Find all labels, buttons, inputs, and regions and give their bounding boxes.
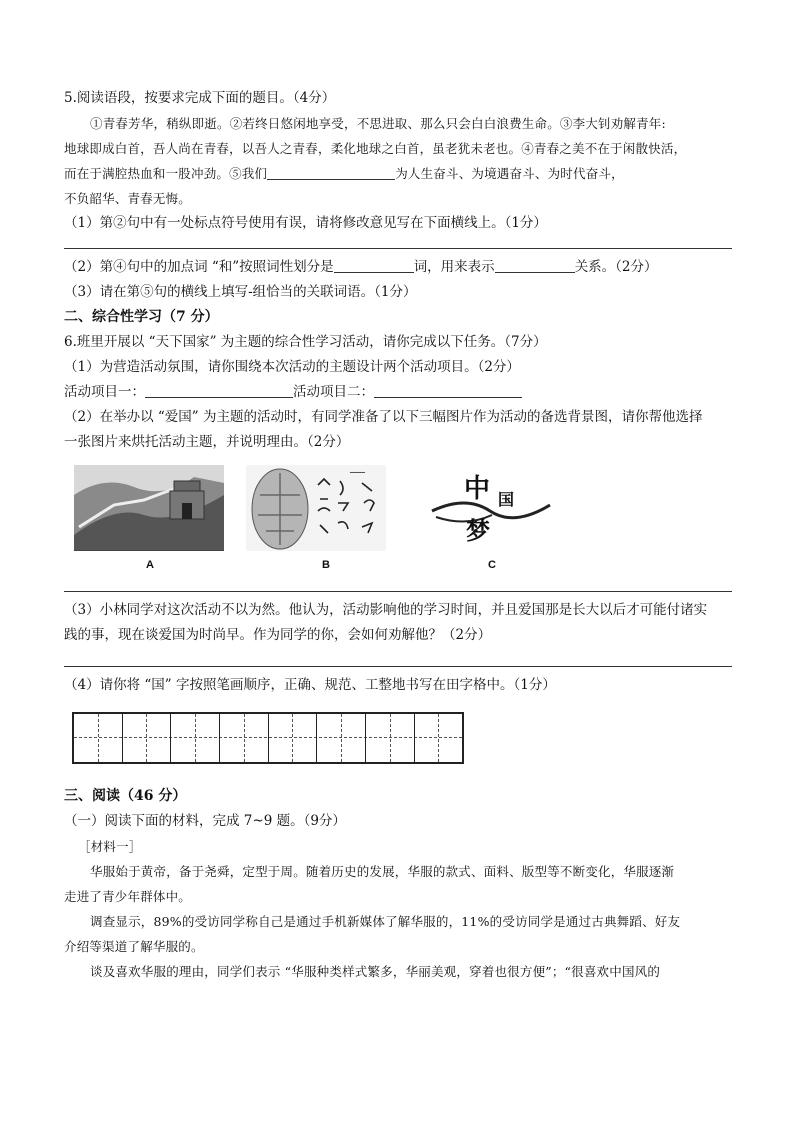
material-para-2-cont: 介绍等渠道了解华服的。 [64, 939, 204, 954]
section3-intro: （一）阅读下面的材料，完成 7~9 题。（9分） [64, 813, 346, 829]
q5-passage-line-1: ①青春芳华，稍纵即逝。②若终日悠闲地享受，不思进取、那么只会白白浪费生命。③李大钊劝解青年: [90, 116, 666, 131]
grid-cell-divider [122, 714, 123, 762]
q6-sub3-answer-line[interactable] [64, 654, 732, 667]
exam-page [64, 86, 732, 984]
activity-2-label: 活动项目二： [293, 384, 374, 400]
q6-sub3-line-2: 践的事，现在谈爱国为时尚早。作为同学的你，会如何劝解他？（2分） [64, 627, 492, 643]
q5-conjunction-blank[interactable] [267, 165, 395, 180]
grid-dash [292, 714, 293, 762]
china-dream-char-zhong: 中 [464, 474, 491, 504]
grid-dash [244, 714, 245, 762]
q5-sub2-blank-1[interactable] [334, 258, 414, 273]
grid-cell-divider [219, 714, 220, 762]
svg-text:━━━━━: ━━━━━ [350, 470, 366, 476]
grid-dash [195, 714, 196, 762]
q5-sub2-text-b: 词，用来表示 [413, 259, 495, 275]
image-label-b: B [322, 559, 330, 571]
q5-passage-line-3b: 为人生奋斗、为境遇奋斗、为时代奋斗， [395, 166, 624, 181]
material-1-label: ［材料一］ [78, 839, 142, 854]
q5-sub2-text-a: （2）第④句中的加点词 “和”按照词性划分是 [64, 259, 334, 275]
q6-activities [64, 380, 732, 405]
q5-sub2-text-c: 关系。（2分） [574, 259, 658, 275]
oracle-bone-image[interactable] [246, 465, 386, 551]
q6-sub4: （4）请你将 “国” 字按照笔画顺序，正确、规范、工整地书写在田字格中。（1分） [64, 677, 556, 693]
q5-passage-line-2: 地球即成白首，吾人尚在青春，以吾人之青春，柔化地球之白首，虽老犹未老也。④青春之美不在于闲散快活， [64, 141, 687, 156]
q5-sub1: （1）第②句中有一处标点符号使用有误，请将修改意见写在下面横线上。（1分） [64, 215, 547, 231]
tianzige-grid[interactable] [72, 712, 464, 764]
china-dream-image[interactable] [426, 465, 554, 551]
q6-title: 6.班里开展以 “天下国家” 为主题的综合性学习活动，请你完成以下任务。（7分） [64, 334, 547, 350]
material-para-1: 华服始于黄帝，备于尧舜，定型于周。随着历史的发展，华服的款式、面料、版型等不断变化，华服逐渐 [90, 864, 675, 879]
q6-sub2-line-1: （2）在举办以 “爱国” 为主题的活动时，有同学准备了以下三幅图片作为活动的备选背景图，请你帮他选择 [64, 409, 703, 425]
material-para-3: 谈及喜欢华服的理由，同学们表示 “华服种类样式繁多，华丽美观，穿着也很方便”；“很喜欢中国风的 [90, 964, 661, 979]
q6-sub2-line-2: 一张图片来烘托活动主题，并说明理由。（2分） [64, 434, 350, 450]
q6-sub2-answer-line[interactable] [64, 579, 732, 592]
grid-cell-divider [365, 714, 366, 762]
grid-cell-divider [316, 714, 317, 762]
q5-passage-line-4: 不负韶华、青春无悔。 [64, 191, 192, 206]
q6-sub3-line-1: （3）小林同学对这次活动不以为然。他认为，活动影响他的学习时间，并且爱国那是长大以后才可能付诸实 [64, 602, 708, 618]
image-label-a: A [146, 559, 154, 571]
material-para-2: 调查显示，89%的受访同学称自己是通过手机新媒体了解华服的，11%的受访同学是通过古典舞蹈、好友 [90, 914, 681, 929]
q5-passage-line-3a: 而在于满腔热血和一股冲劲。⑤我们 [64, 166, 268, 181]
grid-cell-divider [170, 714, 171, 762]
grid-dash [98, 714, 99, 762]
activity-1-blank[interactable] [145, 383, 293, 398]
q5-passage-line-3 [64, 161, 732, 186]
china-dream-char-guo: 国 [498, 490, 515, 509]
grid-dash [146, 714, 147, 762]
q5-sub2-blank-2[interactable] [495, 258, 575, 273]
image-label-c: C [488, 559, 496, 571]
q6-sub1: （1）为营造活动氛围，请你围绕本次活动的主题设计两个活动项目。（2分） [64, 359, 520, 375]
section3-heading: 三、阅读（46 分） [64, 788, 187, 804]
grid-cell-divider [268, 714, 269, 762]
section2-heading: 二、综合性学习（7 分） [64, 309, 219, 325]
china-dream-char-meng: 梦 [466, 516, 490, 545]
grid-cell-divider [414, 714, 415, 762]
q5-title: 5.阅读语段，按要求完成下面的题目。（4分） [64, 90, 336, 106]
activity-2-blank[interactable] [374, 383, 522, 398]
q5-sub2 [64, 255, 732, 280]
material-para-1-cont: 走进了青少年群体中。 [64, 889, 192, 904]
great-wall-image[interactable] [74, 465, 224, 551]
q5-sub1-answer-line[interactable] [64, 236, 732, 249]
grid-dash [341, 714, 342, 762]
grid-dash [438, 714, 439, 762]
image-choices [64, 465, 732, 575]
q5-sub3: （3）请在第⑤句的横线上填写-组恰当的关联词语。（1分） [64, 284, 417, 300]
activity-1-label: 活动项目一： [64, 384, 145, 400]
grid-dash [390, 714, 391, 762]
